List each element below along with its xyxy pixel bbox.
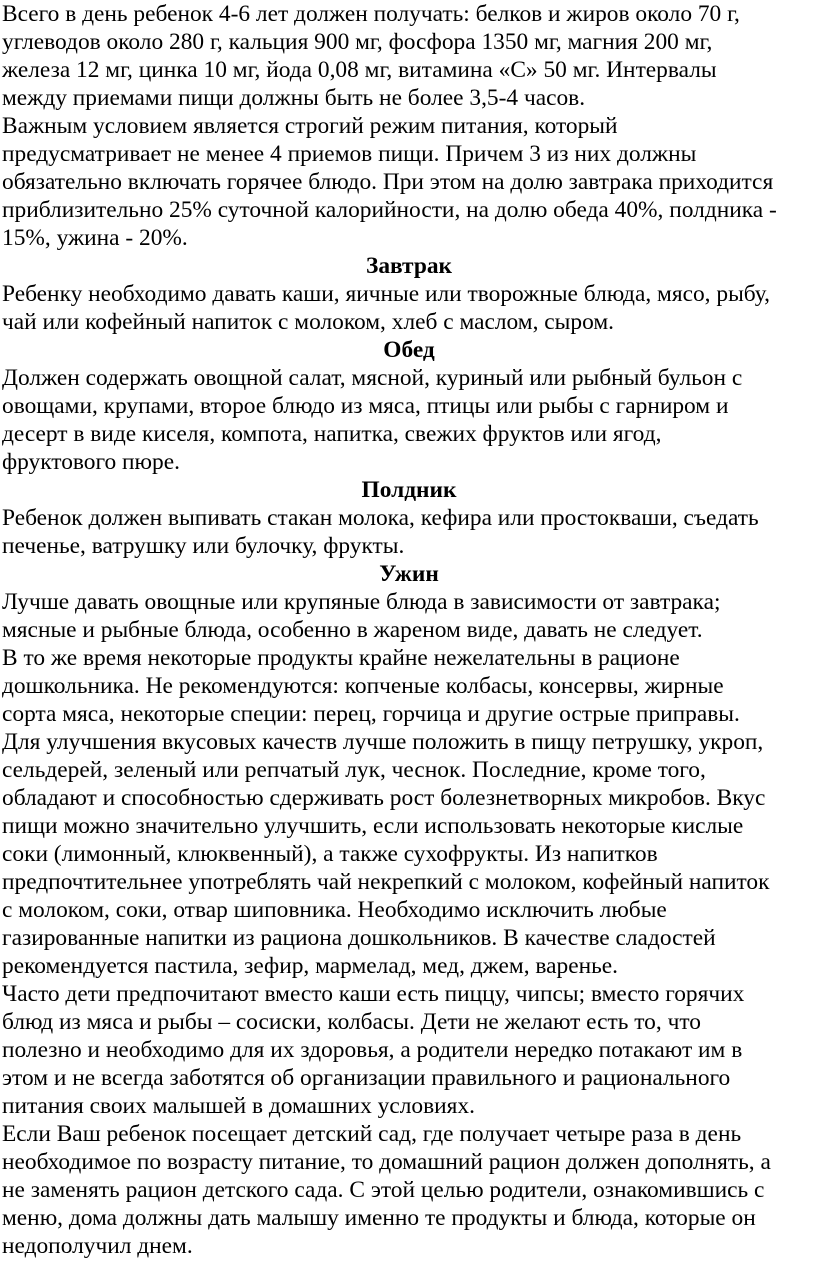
text-line: между приемами пищи должны быть не более 3,5-4 часов.: [2, 85, 586, 111]
text-line: В то же время некоторые продукты крайне нежелательны в рационе: [2, 645, 680, 671]
text-line: мясные и рыбные блюда, особенно в жареном виде, давать не следует.: [2, 617, 703, 643]
text-line: Ребенку необходимо давать каши, яичные или творожные блюда, мясо, рыбу,: [2, 281, 770, 307]
text-line: питания своих малышей в домашних условиях.: [2, 1093, 475, 1119]
dinner-heading: Ужин: [379, 561, 439, 587]
dinner-section: [2, 560, 816, 1260]
snack-section: [2, 476, 816, 560]
text-line: Всего в день ребенок 4-6 лет должен получать: белков и жиров около 70 г,: [2, 1, 740, 27]
text-line: полезно и необходимо для их здоровья, а родители нередко потакают им в: [2, 1037, 743, 1063]
text-line: предпочтительнее употреблять чай некрепкий с молоком, кофейный напиток: [2, 869, 770, 895]
text-line: соки (лимонный, клюквенный), а также сухофрукты. Из напитков: [2, 841, 658, 867]
text-line: рекомендуется пастила, зефир, мармелад, мед, джем, варенье.: [2, 953, 619, 979]
text-line: приблизительно 25% суточной калорийности, на долю обеда 40%, полдника -: [2, 197, 777, 223]
text-line: Часто дети предпочитают вместо каши есть пиццу, чипсы; вместо горячих: [2, 981, 745, 1007]
text-line: этом и не всегда заботятся об организации правильного и рационального: [2, 1065, 731, 1091]
text-line: железа 12 мг, цинка 10 мг, йода 0,08 мг, витамина «С» 50 мг. Интервалы: [2, 57, 717, 83]
breakfast-section: [2, 252, 816, 336]
text-line: Должен содержать овощной салат, мясной, куриный или рыбный бульон с: [2, 365, 743, 391]
text-line: блюд из мяса и рыбы – сосиски, колбасы. Дети не желают есть то, что: [2, 1009, 701, 1035]
text-line: не заменять рацион детского сада. С этой целью родители, ознакомившись с: [2, 1177, 765, 1203]
text-line: необходимое по возрасту питание, то домашний рацион должен дополнять, а: [2, 1149, 771, 1175]
text-line: сельдерей, зеленый или репчатый лук, чеснок. Последние, кроме того,: [2, 757, 706, 783]
text-line: обязательно включать горячее блюдо. При этом на долю завтрака приходится: [2, 169, 774, 195]
text-line: 15%, ужина - 20%.: [2, 225, 188, 251]
text-line: десерт в виде киселя, компота, напитка, свежих фруктов или ягод,: [2, 421, 662, 447]
text-line: Лучше давать овощные или крупяные блюда в зависимости от завтрака;: [2, 589, 721, 615]
text-line: Для улучшения вкусовых качеств лучше положить в пищу петрушку, укроп,: [2, 729, 764, 755]
text-line: Если Ваш ребенок посещает детский сад, где получает четыре раза в день: [2, 1121, 742, 1147]
text-line: предусматривает не менее 4 приемов пищи. Причем 3 из них должны: [2, 141, 697, 167]
text-line: пищи можно значительно улучшить, если использовать некоторые кислые: [2, 813, 744, 839]
text-line: обладают и способностью сдерживать рост болезнетворных микробов. Вкус: [2, 785, 766, 811]
breakfast-heading: Завтрак: [365, 253, 453, 279]
text-line: недополучил днем.: [2, 1233, 193, 1259]
text-line: Ребенок должен выпивать стакан молока, кефира или простокваши, съедать: [2, 505, 759, 531]
text-line: меню, дома должны дать малышу именно те продукты и блюда, которые он: [2, 1205, 756, 1231]
snack-heading: Полдник: [361, 477, 457, 503]
text-line: с молоком, соки, отвар шиповника. Необходимо исключить любые: [2, 897, 667, 923]
text-line: чай или кофейный напиток с молоком, хлеб с маслом, сыром.: [2, 309, 614, 335]
lunch-section: [2, 336, 816, 476]
intro-section: [2, 0, 816, 252]
lunch-heading: Обед: [383, 337, 435, 363]
text-line: сорта мяса, некоторые специи: перец, горчица и другие острые приправы.: [2, 701, 740, 727]
text-line: овощами, крупами, второе блюдо из мяса, птицы или рыбы с гарниром и: [2, 393, 729, 419]
text-line: фруктового пюре.: [2, 449, 180, 475]
text-line: газированные напитки из рациона дошкольников. В качестве сладостей: [2, 925, 716, 951]
text-line: дошкольника. Не рекомендуются: копченые колбасы, консервы, жирные: [2, 673, 724, 699]
text-line: углеводов около 280 г, кальция 900 мг, фосфора 1350 мг, магния 200 мг,: [2, 29, 713, 55]
text-line: Важным условием является строгий режим питания, который: [2, 113, 618, 139]
text-line: печенье, ватрушку или булочку, фрукты.: [2, 533, 405, 559]
